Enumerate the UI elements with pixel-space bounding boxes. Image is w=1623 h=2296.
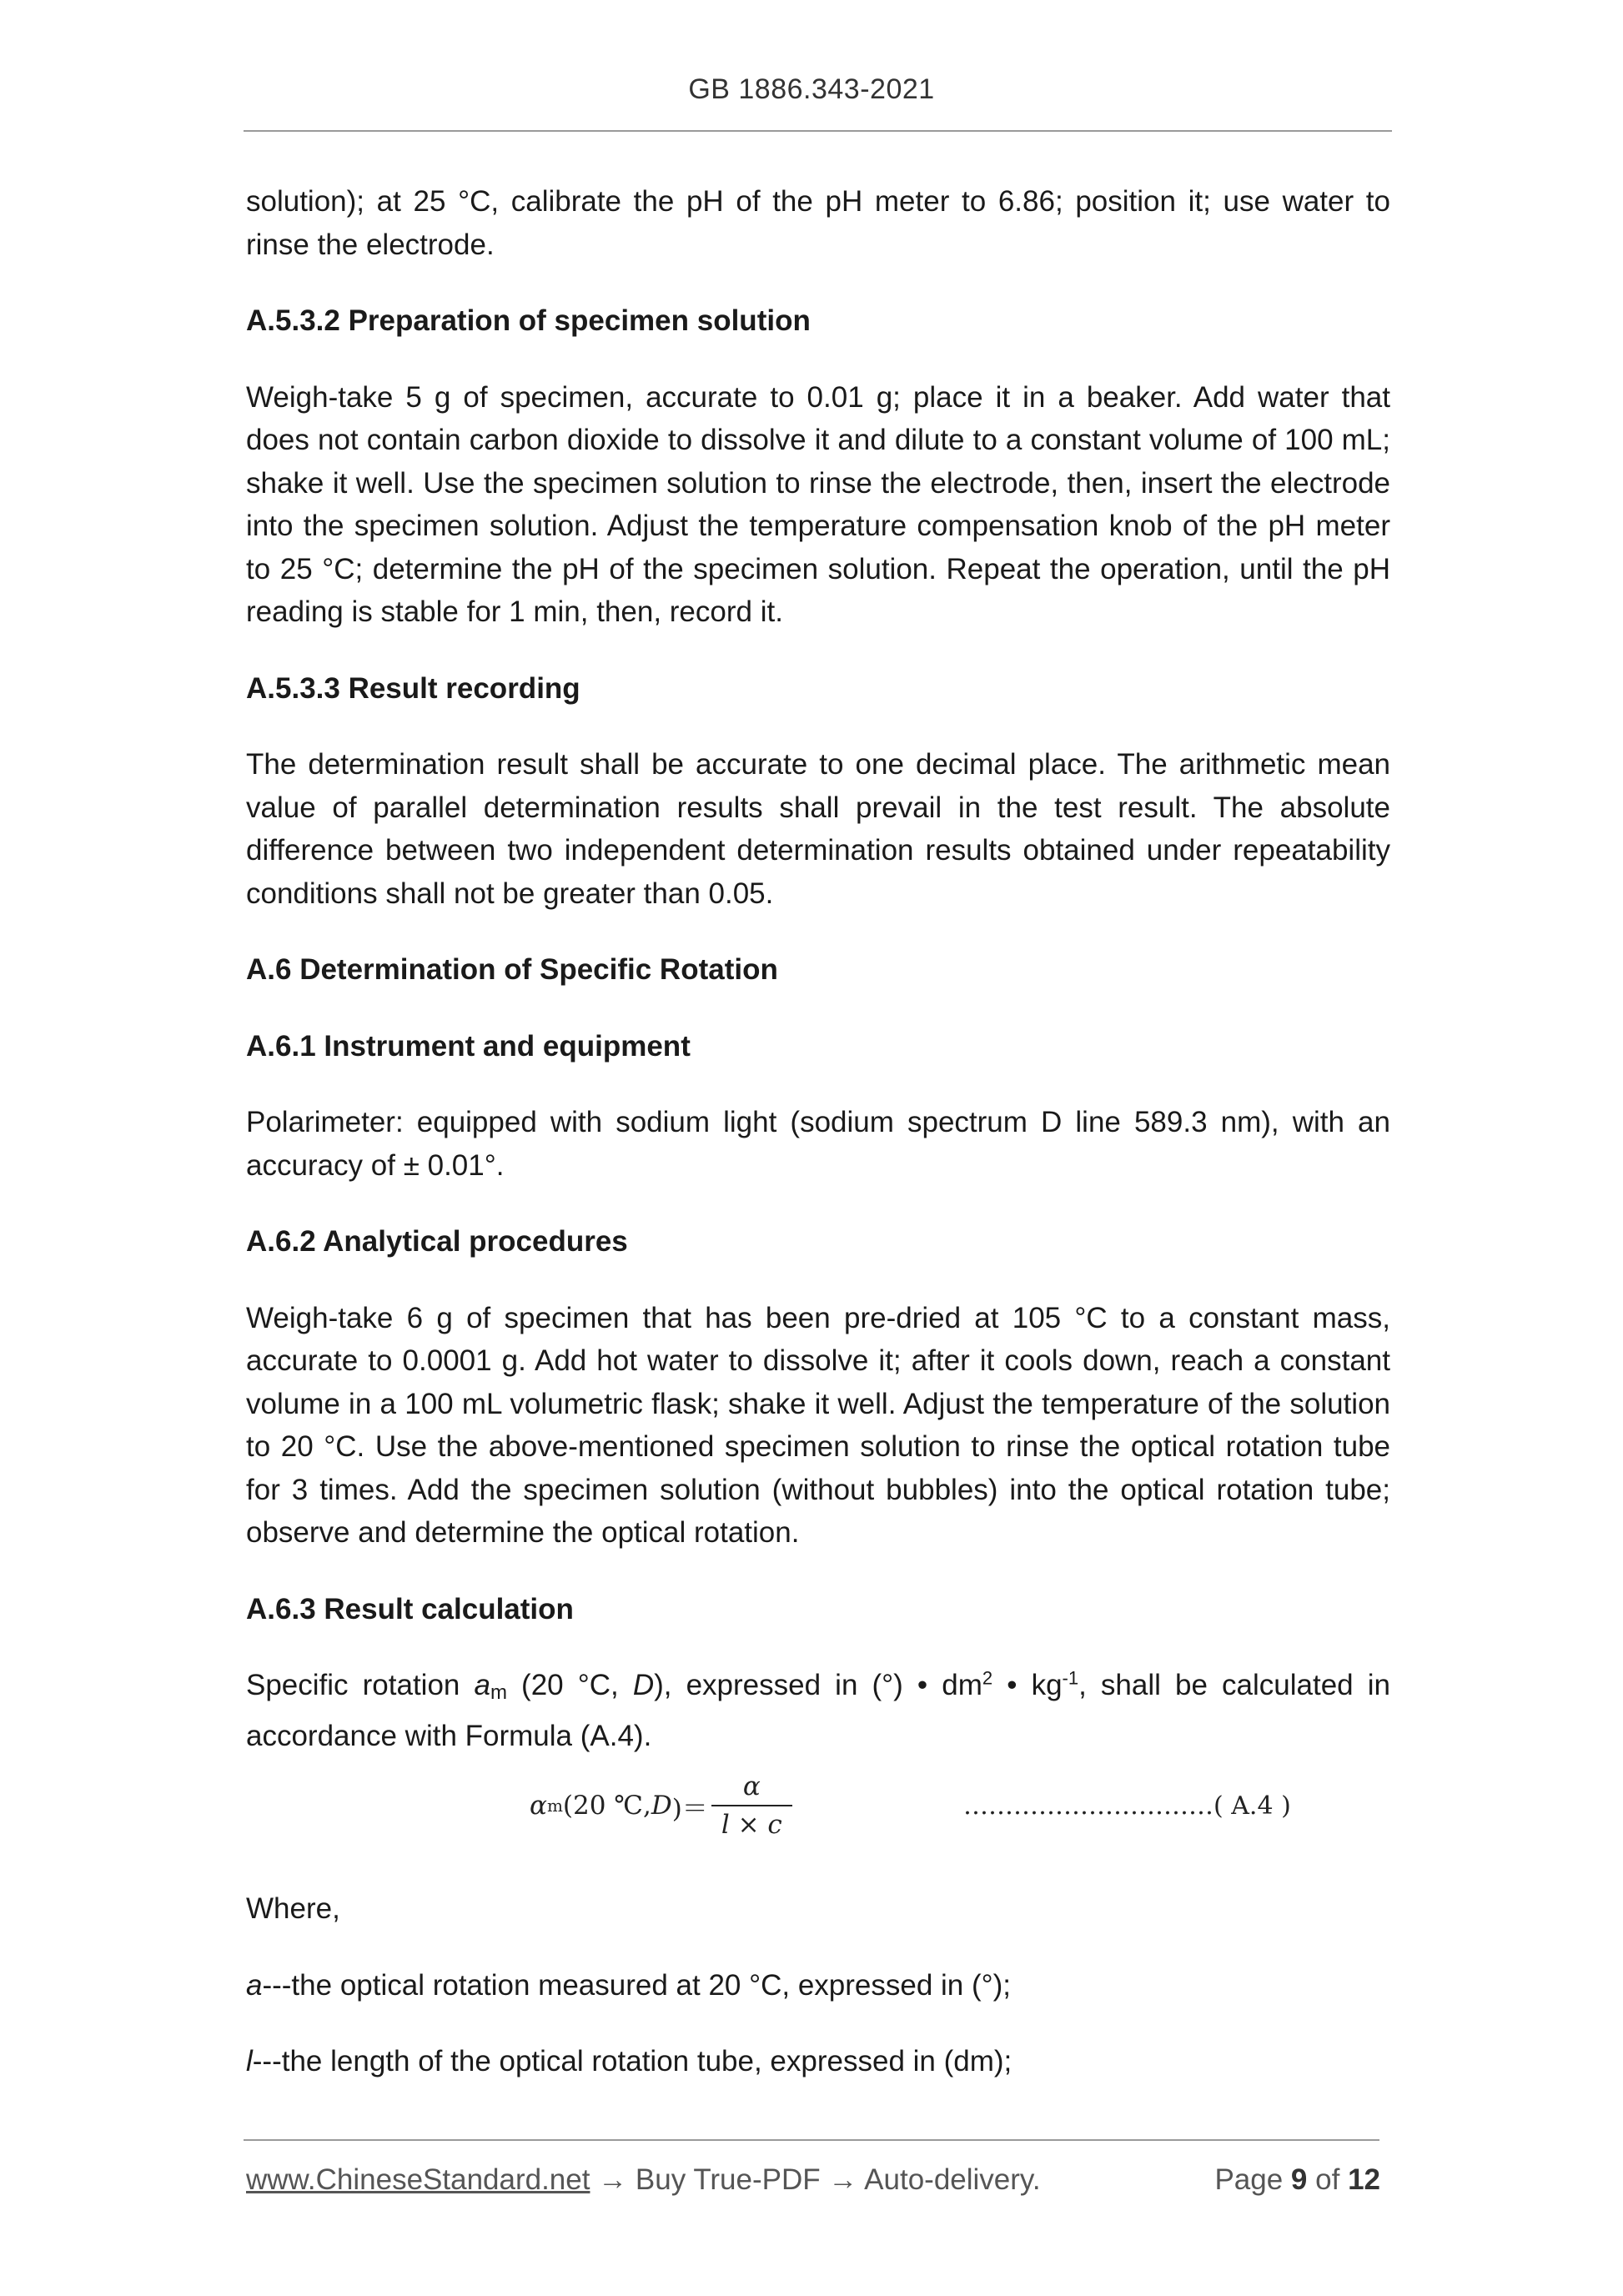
where-label: Where, [246, 1892, 340, 1925]
paragraph-polarimeter: Polarimeter: equipped with sodium light (sodium spectrum D line 589.3 nm), with an accuracy of ± 0.01°. [246, 1106, 1390, 1182]
paragraph-calibration: solution); at 25 °C, calibrate the pH of the pH meter to 6.86; position it; use water to rinse the electrode. [246, 185, 1390, 261]
formula-reference: …………………………( A.4 ) [963, 1791, 1291, 1821]
footer-promo: www.ChineseStandard.net → Buy True-PDF → Auto-delivery. [246, 2163, 1041, 2196]
heading-a61: A.6.1 Instrument and equipment [246, 1029, 691, 1063]
heading-a6: A.6 Determination of Specific Rotation [246, 953, 778, 986]
formula-a4 [246, 1762, 1390, 1854]
website-link[interactable]: www.ChineseStandard.net [246, 2163, 590, 2196]
page-footer [246, 2163, 1380, 2202]
paragraph-specimen-preparation: Weigh-take 5 g of specimen, accurate to 0.01 g; place it in a beaker. Add water that does not contain carbon dioxide to dissolve it and dilute to a constant volume of 100 mL; shake it well. Use the specimen solution to rinse the electrode, then, insert the electrode into the specimen solution. Adjust the temperature compensation knob of the pH meter to 25 °C; determine the pH of the specimen solution. Repeat the operation, until the pH reading is stable for 1 min, then, record it. [246, 380, 1390, 628]
heading-a63: A.6.3 Result calculation [246, 1592, 574, 1625]
definition-l: l---the length of the optical rotation tube, expressed in (dm); [246, 2045, 1012, 2077]
page-header: GB 1886.343-2021 [688, 73, 935, 105]
paragraph-analytical-procedures: Weigh-take 6 g of specimen that has been pre-dried at 105 °C to a constant mass, accurate to 0.0001 g. Add hot water to dissolve it; after it cools down, reach a constant volume in a 100 mL volumetric flask; shake it well. Adjust the temperature of the solution to 20 °C. Use the above-mentioned specimen solution to rinse the optical rotation tube for 3 times. Add the specimen solution (without bubbles) into the optical rotation tube; observe and determine the optical rotation. [246, 1301, 1390, 1549]
heading-a532: A.5.3.2 Preparation of specimen solution [246, 304, 811, 337]
page-content [246, 180, 1390, 2083]
header-divider [244, 130, 1392, 132]
paragraph-result-recording: The determination result shall be accurate to one decimal place. The arithmetic mean value of parallel determination results shall prevail in the test result. The absolute difference between two independent determination results obtained under repeatability conditions shall not be greater than 0.05. [246, 748, 1390, 910]
footer-divider [244, 2139, 1379, 2141]
formula-fraction: $\frac{\alpha}{l \times c}$ [711, 1771, 792, 1840]
paragraph-specific-rotation-intro: Specific rotation am (20 °C, D), expressed in (°) • $dm^2$ • $kg^{-1}$, shall be calculated in accordance with Formula (A.4). [246, 1667, 1390, 1752]
heading-a533: A.5.3.3 Result recording [246, 671, 580, 705]
definition-a: a---the optical rotation measured at 20 °C, expressed in (°); [246, 1968, 1012, 2002]
heading-a62: A.6.2 Analytical procedures [246, 1225, 628, 1258]
page-indicator: Page 9 of 12 [1214, 2163, 1380, 2196]
formula-expression: α m (20 ℃, D )＝ $\frac{\alpha}{l \times c}$ [530, 1764, 792, 1847]
